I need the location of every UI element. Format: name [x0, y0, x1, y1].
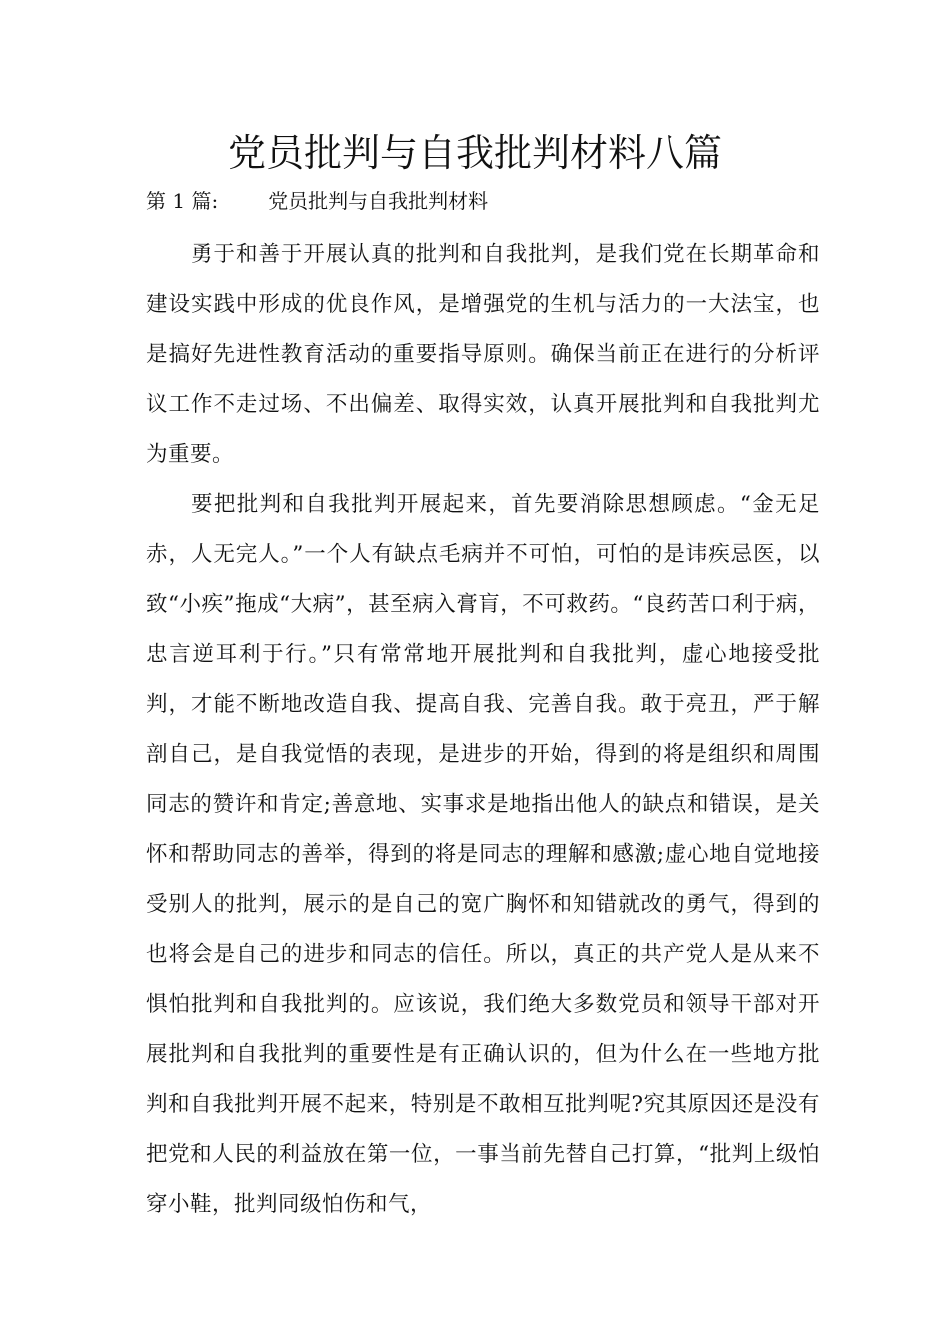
section-label: 第 1 篇: — [146, 189, 219, 213]
section-heading — [146, 186, 826, 216]
paragraph-2: 要把批判和自我批判开展起来，首先要消除思想顾虑。“金无足赤，人无完人。”一个人有缺点毛病并不可怕，可怕的是讳疾忌医，以致“小疾”拖成“大病”，甚至病入膏肓，不可救药。“良药苦口利于病，忠言逆耳利于行。”只有常常地开展批判和自我批判，虚心地接受批判，才能不断地改造自我、提高自我、完善自我。敢于亮丑，严于解剖自己，是自我觉悟的表现，是进步的开始，得到的将是组织和周围同志的赞许和肯定;善意地、实事求是地指出他人的缺点和错误，是关怀和帮助同志的善举，得到的将是同志的理解和感激;虚心地自觉地接受别人的批判，展示的是自己的宽广胸怀和知错就改的勇气，得到的也将会是自己的进步和同志的信任。所以，真正的共产党人是从来不惧怕批判和自我批判的。应该说，我们绝大多数党员和领导干部对开展批判和自我批判的重要性是有正确认识的，但为什么在一些地方批判和自我批判开展不起来，特别是不敢相互批判呢?究其原因还是没有把党和人民的利益放在第一位，一事当前先替自己打算，“批判上级怕穿小鞋，批判同级怕伤和气， — [146, 492, 820, 1217]
section-title: 党员批判与自我批判材料 — [268, 189, 489, 213]
body-text — [146, 230, 820, 1230]
paragraph-1: 勇于和善于开展认真的批判和自我批判，是我们党在长期革命和建设实践中形成的优良作风，是增强党的生机与活力的一大法宝，也是搞好先进性教育活动的重要指导原则。确保当前正在进行的分析评议工作不走过场、不出偏差、取得实效，认真开展批判和自我批判尤为重要。 — [146, 242, 820, 467]
document-title: 党员批判与自我批判材料八篇 — [227, 131, 722, 175]
